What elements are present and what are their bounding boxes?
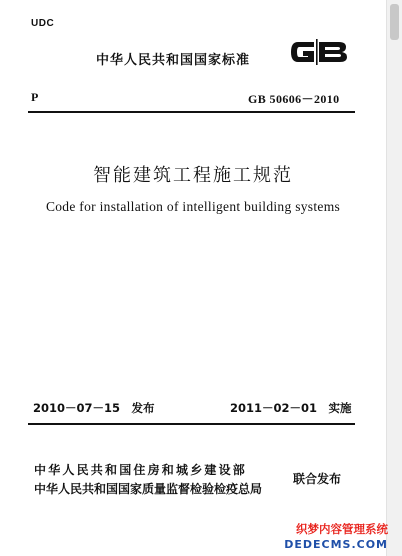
standard-code: GB 50606－2010 bbox=[248, 92, 340, 106]
national-standard-label: 中华人民共和国国家标准 bbox=[96, 53, 251, 68]
title-english: Code for installation of intelligent building systems bbox=[45, 199, 341, 214]
watermark bbox=[284, 518, 402, 556]
title-chinese: 智能建筑工程施工规范 bbox=[93, 165, 293, 186]
issuer-ministry: 中华人民共和国住房和城乡建设部 bbox=[34, 463, 248, 477]
udc-label: UDC bbox=[31, 18, 55, 29]
implementation-date: 2011－02－01 实施 bbox=[230, 401, 352, 415]
category-label: P bbox=[31, 90, 39, 104]
bottom-divider bbox=[28, 423, 355, 425]
joint-release-label: 联合发布 bbox=[293, 472, 342, 486]
gb-logo-icon bbox=[288, 36, 350, 68]
watermark-english: DEDECMS.COM bbox=[284, 538, 388, 551]
vertical-scrollbar[interactable] bbox=[386, 0, 402, 556]
top-divider bbox=[28, 111, 355, 113]
issue-date: 2010－07－15 发布 bbox=[33, 401, 155, 415]
scrollbar-thumb[interactable] bbox=[390, 4, 399, 40]
issuer-administration: 中华人民共和国国家质量监督检验检疫总局 bbox=[34, 482, 263, 496]
watermark-chinese: 织梦内容管理系统 bbox=[296, 522, 388, 536]
